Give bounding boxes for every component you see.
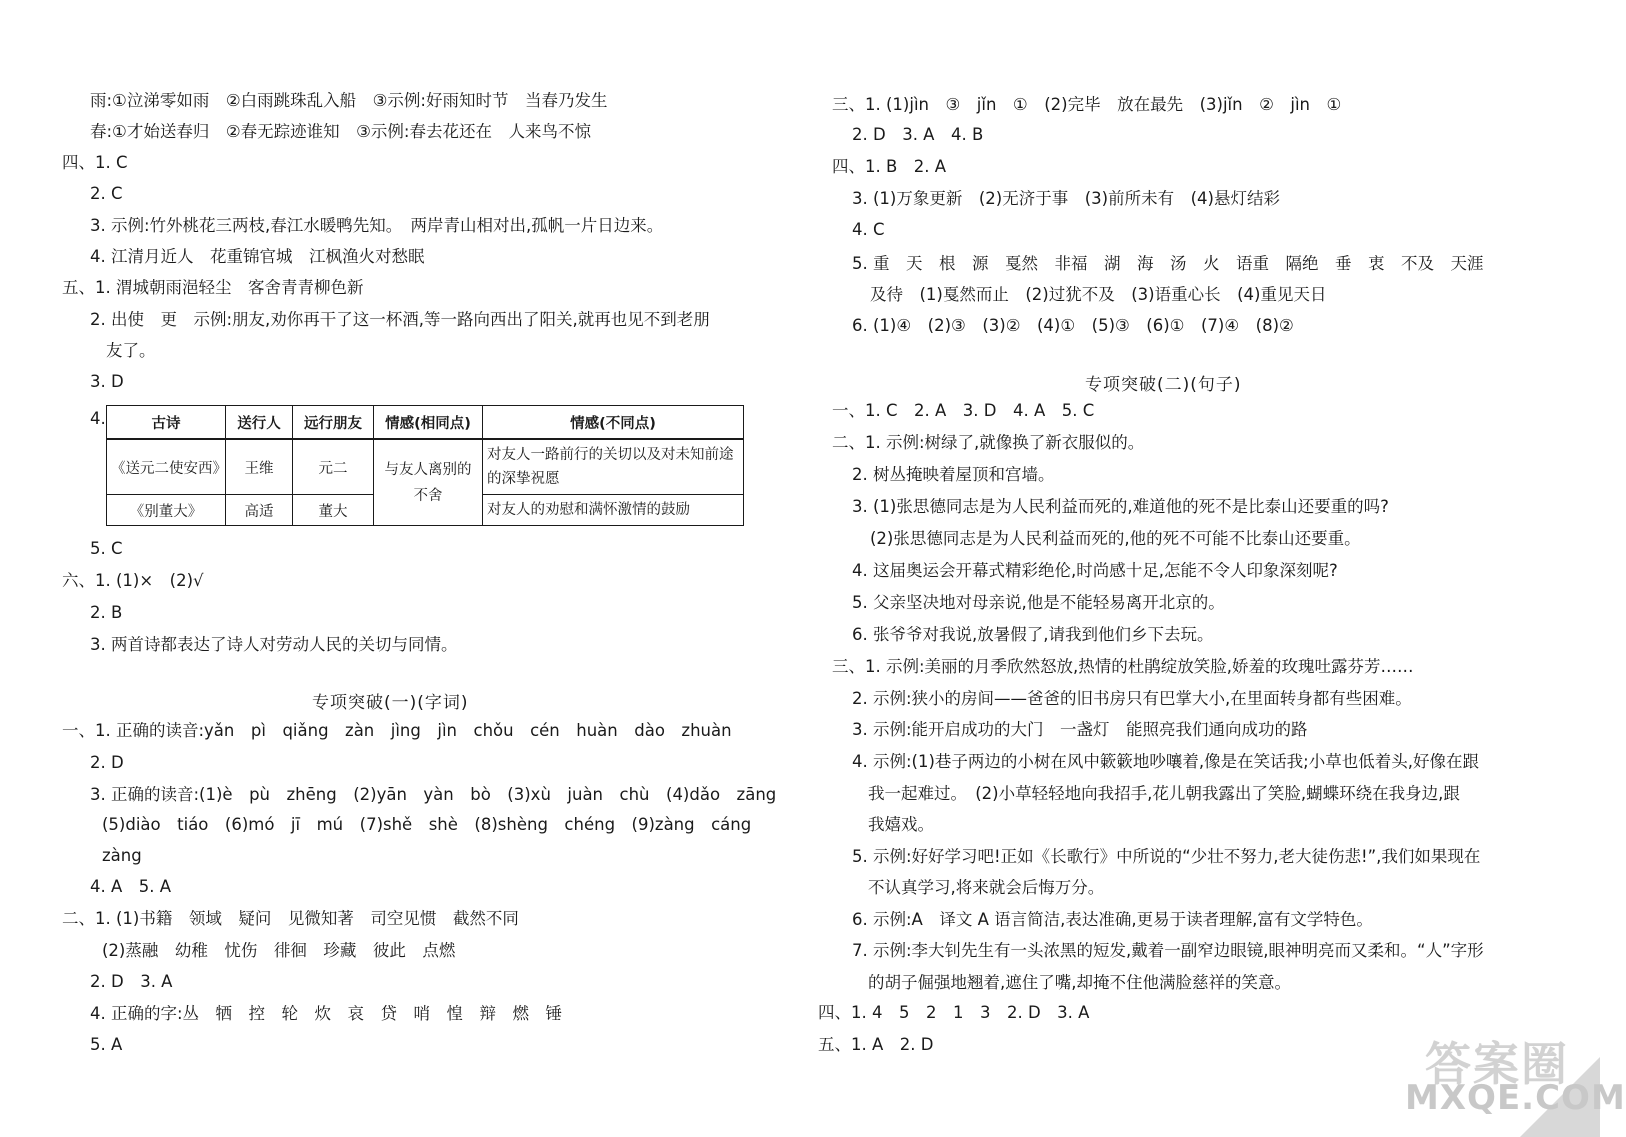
answer-line: 2. D 3. A 4. B (852, 125, 984, 144)
table-cell: 董大 (293, 495, 374, 526)
answer-line: 四、1. B 2. A (832, 157, 947, 176)
answer-line: 4. (90, 409, 106, 428)
watermark-logo: 答案圈 (1425, 1037, 1569, 1091)
answer-line: 5. A (90, 1035, 123, 1054)
answer-line: (2)张思德同志是为人民利益而死的,他的死不可能不比泰山还要重。 (870, 529, 1361, 548)
table-cell: 《别董大》 (107, 495, 226, 526)
answer-line: 2. B (90, 603, 123, 622)
watermark-url: MXQE.COM (1405, 1078, 1626, 1118)
answer-line: 五、1. 渭城朝雨浥轻尘 客舍青青柳色新 (62, 278, 364, 297)
answer-line: 友了。 (106, 341, 156, 360)
answer-line: 我嬉戏。 (868, 815, 934, 834)
answer-line: 三、1. (1)jìn ③ jǐn ① (2)完毕 放在最先 (3)jǐn ② jìn ① (832, 95, 1342, 114)
answer-line: 2. D 3. A (90, 972, 173, 991)
answer-line: 四、1. 4 5 2 1 3 2. D 3. A (818, 1003, 1090, 1022)
table-header: 古诗 (107, 406, 226, 440)
answer-line: 2. 出使 更 示例:朋友,劝你再干了这一杯酒,等一路向西出了阳关,就再也见不到老朋 (90, 310, 710, 329)
answer-line: 一、1. 正确的读音:yǎn pì qiǎng zàn jìng jìn chǒu cén huàn dào zhuàn (62, 721, 732, 740)
answer-line: 及待 (1)戛然而止 (2)过犹不及 (3)语重心长 (4)重见天日 (870, 285, 1327, 304)
section-title: 专项突破(一)(字词) (312, 693, 469, 713)
answer-line: 五、1. A 2. D (818, 1035, 934, 1054)
answer-line: 我一起难过。 (2)小草轻轻地向我招手,花儿朝我露出了笑脸,蝴蝶环绕在我身边,跟 (868, 784, 1460, 803)
answer-line: 4. 这届奥运会开幕式精彩绝伦,时尚感十足,怎能不令人印象深刻呢? (852, 561, 1338, 580)
table-cell: 王维 (226, 439, 293, 495)
answer-line: 3. 示例:竹外桃花三两枝,春江水暖鸭先知。 两岸青山相对出,孤帆一片日边来。 (90, 216, 664, 235)
answer-line: 雨:①泣涕零如雨 ②白雨跳珠乱入船 ③示例:好雨知时节 当春乃发生 (90, 91, 608, 110)
answer-line: 二、1. (1)书籍 领域 疑问 见微知著 司空见惯 截然不同 (62, 909, 519, 928)
answer-line: 3. 示例:能开启成功的大门 一盏灯 能照亮我们通向成功的路 (852, 720, 1308, 739)
table-cell: 对友人的劝慰和满怀激情的鼓励 (483, 495, 744, 526)
answer-line: 3. D (90, 372, 124, 391)
answer-line: 6. (1)④ (2)③ (3)② (4)① (5)③ (6)① (7)④ (8)② (852, 316, 1294, 335)
table-cell: 《送元二使安西》 (107, 439, 226, 495)
table-cell: 元二 (293, 439, 374, 495)
answer-line: 2. C (90, 184, 123, 203)
poem-comparison-table (106, 405, 744, 526)
answer-line: 春:①才始送春归 ②春无踪迹谁知 ③示例:春去花还在 人来鸟不惊 (90, 122, 591, 141)
answer-line: 四、1. C (62, 153, 128, 172)
answer-line: 6. 示例:A 译文 A 语言简洁,表达准确,更易于读者理解,富有文学特色。 (852, 910, 1373, 929)
answer-line: 二、1. 示例:树绿了,就像换了新衣服似的。 (832, 433, 1145, 452)
answer-line: 三、1. 示例:美丽的月季欣然怒放,热情的杜鹃绽放笑脸,娇羞的玫瑰吐露芬芳…… (832, 657, 1414, 676)
answer-line: 5. 父亲坚决地对母亲说,他是不能轻易离开北京的。 (852, 593, 1225, 612)
answer-line: 4. 示例:(1)巷子两边的小树在风中簌簌地吵嚷着,像是在笑话我;小草也低着头,好像在跟 (852, 752, 1479, 771)
table-cell: 与友人离别的不舍 (374, 439, 483, 526)
answer-line: 六、1. (1)× (2)√ (62, 571, 204, 590)
table-header: 远行朋友 (293, 406, 374, 440)
answer-line: 4. 正确的字:丛 牺 控 轮 炊 哀 贷 哨 惶 辩 燃 锤 (90, 1004, 563, 1023)
answer-line: 3. 正确的读音:(1)è pù zhēng (2)yān yàn bò (3)xù juàn chù (4)dǎo zāng (90, 785, 777, 804)
table-header: 送行人 (226, 406, 293, 440)
answer-line: 4. C (852, 220, 885, 239)
answer-line: 4. A 5. A (90, 877, 172, 896)
table-header: 情感(不同点) (483, 406, 744, 440)
answer-line: 一、1. C 2. A 3. D 4. A 5. C (832, 401, 1095, 420)
answer-line: 不认真学习,将来就会后悔万分。 (868, 878, 1105, 897)
answer-line: 2. 示例:狭小的房间——爸爸的旧书房只有巴掌大小,在里面转身都有些困难。 (852, 689, 1412, 708)
answer-line: (5)diào tiáo (6)mó jī mú (7)shě shè (8)shèng chéng (9)zàng cáng (102, 815, 752, 834)
answer-line: 3. (1)张思德同志是为人民利益而死的,难道他的死不是比泰山还要重的吗? (852, 497, 1389, 516)
table-header: 情感(相同点) (374, 406, 483, 440)
answer-line: (2)蒸融 幼稚 忧伤 徘徊 珍藏 彼此 点燃 (102, 941, 456, 960)
answer-line: 3. (1)万象更新 (2)无济于事 (3)前所未有 (4)悬灯结彩 (852, 189, 1280, 208)
answer-line: 7. 示例:李大钊先生有一头浓黑的短发,戴着一副窄边眼镜,眼神明亮而又柔和。“人”字形 (852, 941, 1484, 960)
answer-line: 2. 树丛掩映着屋顶和宫墙。 (852, 465, 1055, 484)
answer-line: 3. 两首诗都表达了诗人对劳动人民的关切与同情。 (90, 635, 458, 654)
answer-line: 5. 示例:好好学习吧!正如《长歌行》中所说的“少壮不努力,老大徒伤悲!”,我们如果现在 (852, 847, 1481, 866)
answer-line: 5. C (90, 539, 123, 558)
answer-line: 5. 重 天 根 源 戛然 非福 湖 海 汤 火 语重 隔绝 垂 衷 不及 天涯 (852, 254, 1484, 273)
section-title: 专项突破(二)(句子) (1085, 375, 1242, 395)
answer-line: 4. 江清月近人 花重锦官城 江枫渔火对愁眠 (90, 247, 425, 266)
table-row (107, 439, 744, 495)
table-cell: 高适 (226, 495, 293, 526)
table-header-row (107, 406, 744, 440)
answer-line: 6. 张爷爷对我说,放暑假了,请我到他们乡下去玩。 (852, 625, 1214, 644)
answer-line: zàng (102, 846, 142, 865)
answer-line: 2. D (90, 753, 124, 772)
answer-line: 的胡子倔强地翘着,遮住了嘴,却掩不住他满脸慈祥的笑意。 (868, 973, 1291, 992)
table-cell: 对友人一路前行的关切以及对未知前途的深挚祝愿 (483, 439, 744, 495)
